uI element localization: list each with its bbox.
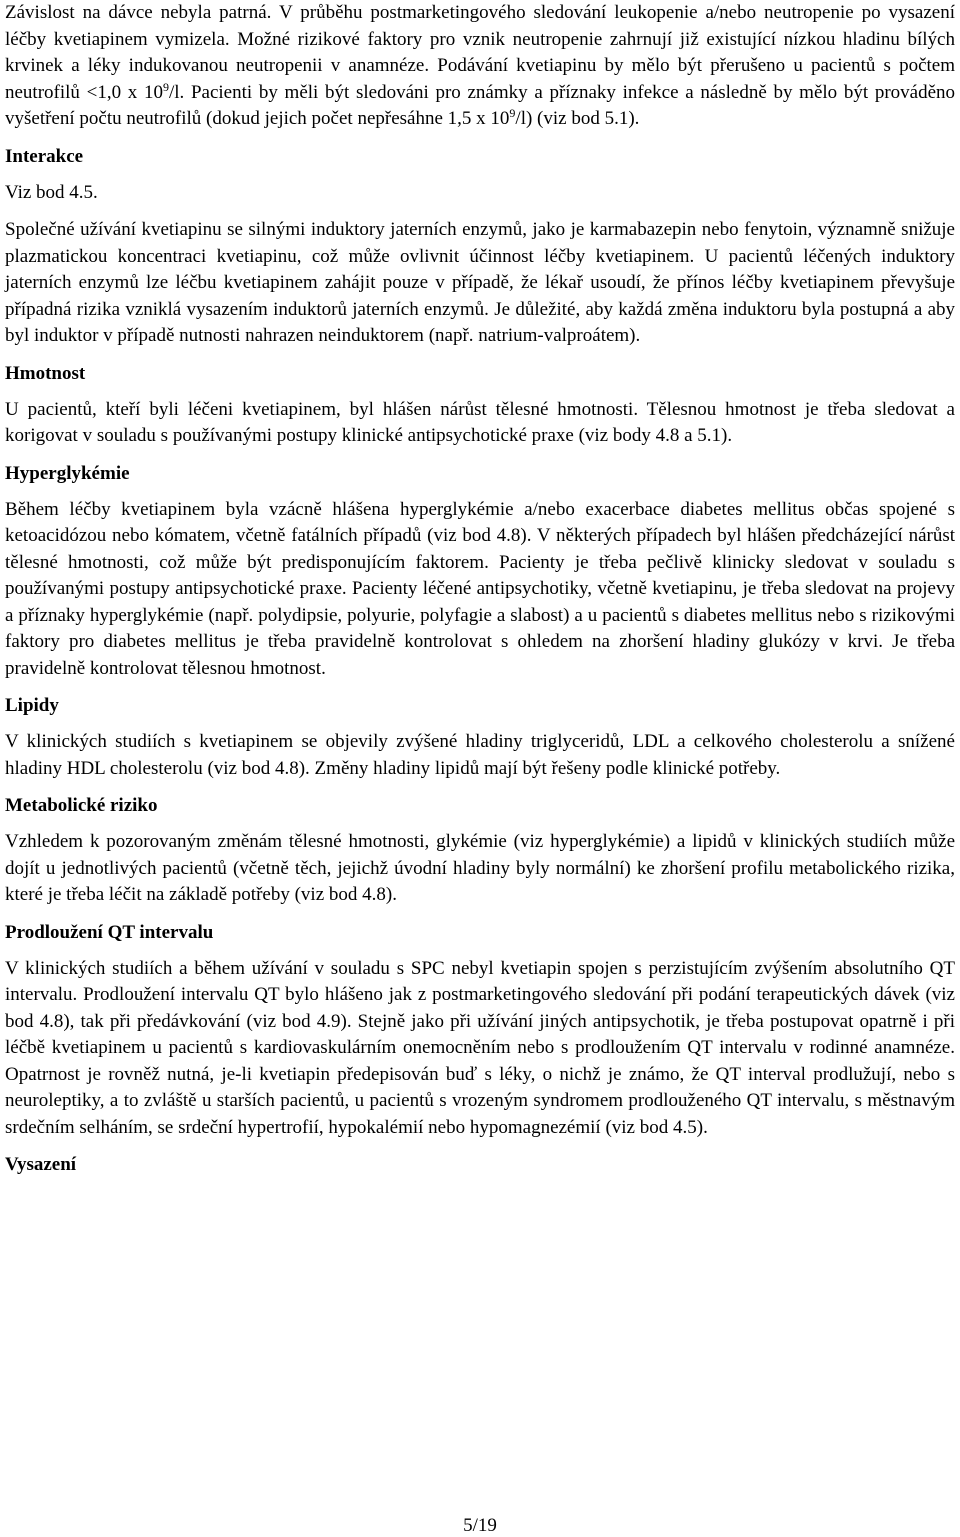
document-page <box>5 0 955 1188</box>
superscript-exponent: 9 <box>162 79 169 94</box>
section-heading-lipidy: Lipidy <box>5 695 59 716</box>
neutropenia-text-2: /l. Pacienti by měli být sledováni pro známky a příznaky infekce a následně by mělo být prováděno vyšetření počtu neutrofilů (dokud jejich počet nepřesáhne 1,5 x 10 <box>5 81 956 129</box>
section-heading-hyperglykemie: Hyperglykémie <box>5 462 130 484</box>
hyperglykemie-paragraph: Během léčby kvetiapinem byla vzácně hlášena hyperglykémie a/nebo exacerbace diabetes mellitus občas spojené s ketoacidózou nebo kómatem, včetně fatálních případů (viz bod 4.8). V některých případech byl hlášen předcházející nárůst tělesné hmotnosti, což může být predisponujícím faktorem. Pacienty je třeba pečlivě klinicky sledovat v souladu s používanými postupy antipsychotické praxe. Pacienty léčené antipsychotiky, včetně kvetiapinu, je třeba sledovat na projevy a příznaky hyperglykémie (např. polydipsie, polyurie, polyfagie a slabost) a u pacientů s diabetes mellitus nebo s rizikovými faktory pro diabetes mellitus je třeba pravidelně kontrolovat s ohledem na zhoršení hladiny glukózy v krvi. Je třeba pravidelně kontrolovat tělesnou hmotnost. <box>5 498 955 679</box>
hmotnost-paragraph: U pacientů, kteří byli léčeni kvetiapinem, byl hlášen nárůst tělesné hmotnosti. Tělesnou hmotnost je třeba sledovat a korigovat v souladu s používanými postupy klinické antipsychotické praxe (viz body 4.8 a 5.1). <box>5 398 955 446</box>
neutropenia-paragraph <box>5 0 955 133</box>
section-heading-hmotnost: Hmotnost <box>5 362 86 384</box>
lipidy-paragraph: V klinických studiích s kvetiapinem se objevily zvýšené hladiny triglyceridů, LDL a celkového cholesterolu a snížené hladiny HDL cholesterolu (viz bod 4.8). Změny hladiny lipidů mají být řešeny podle klinické potřeby. <box>5 731 955 779</box>
qt-interval-paragraph: V klinických studiích a během užívání v souladu s SPC nebyl kvetiapin spojen s perzistujícím zvýšením absolutního QT intervalu. Prodloužení intervalu QT bylo hlášeno jak z postmarketingového sledování při podání terapeutických dávek (viz bod 4.8), tak při předávkování (viz bod 4.9). Stejně jako při užívání jiných antipsychotik, je třeba postupovat opatrně i při léčbě kvetiapinem u pacientů s kardiovaskulárním onemocněním nebo s prodloužením QT intervalu v rodinné anamnéze. Opatrnost je rovněž nutná, je-li kvetiapin předepisován buď s léky, o nichž je známo, že QT interval prodlužují, nebo s neuroleptiky, a to zvláště u starších pacientů, u pacientů s vrozeným syndromem prodlouženého QT intervalu, s městnavým srdečním selháním, se srdeční hypertrofií, hypokalémií nebo hypomagnezémií (viz bod 4.5). <box>5 957 955 1138</box>
neutropenia-text-3: /l) (viz bod 5.1). <box>515 108 640 129</box>
superscript-exponent: 9 <box>509 106 516 120</box>
section-heading-interakce: Interakce <box>5 145 84 167</box>
page-number: 5/19 <box>463 1515 497 1536</box>
metabolicke-riziko-paragraph: Vzhledem k pozorovaným změnám tělesné hmotnosti, glykémie (viz hyperglykémie) a lipidů v klinických studiích může dojít u jednotlivých pacientů (včetně těch, jejichž úvodní hladiny byly normální) ke zhoršení profilu metabolického rizika, které je třeba léčit na základě potřeby (viz bod 4.8). <box>5 831 955 905</box>
section-heading-metabolicke-riziko: Metabolické riziko <box>5 795 158 816</box>
section-heading-vysazeni: Vysazení <box>5 1154 77 1175</box>
section-heading-qt-interval: Prodloužení QT intervalu <box>5 921 214 943</box>
interakce-reference: Viz bod 4.5. <box>5 181 98 203</box>
interakce-paragraph: Společné užívání kvetiapinu se silnými induktory jaterních enzymů, jako je karmabazepin nebo fenytoin, významně snižuje plazmatickou koncentraci kvetiapinu, což může ovlivnit účinnost léčby kvetiapinem. U pacientů léčených induktory jaterních enzymů lze léčbu kvetiapinem zahájit pouze v případě, že lékař usoudí, že přínos léčby kvetiapinem převyšuje případná rizika vzniklá vysazením induktorů jaterních enzymů. Je důležité, aby každá změna induktoru byla postupná a aby byl induktor v případě nutnosti nahrazen neinduktorem (např. natrium-valproátem). <box>5 219 955 346</box>
neutropenia-text-1: Závislost na dávce nebyla patrná. V průběhu postmarketingového sledování leukopenie a/nebo neutropenie po vysazení léčby kvetiapinem vymizela. Možné rizikové faktory pro vznik neutropenie zahrnují již existující nízkou hladinu bílých krvinek a léky indukovanou neutropenii v anamnéze. Podávání kvetiapinu by mělo být přerušeno u pacientů s počtem neutrofilů <1,0 x 10 <box>5 2 955 103</box>
